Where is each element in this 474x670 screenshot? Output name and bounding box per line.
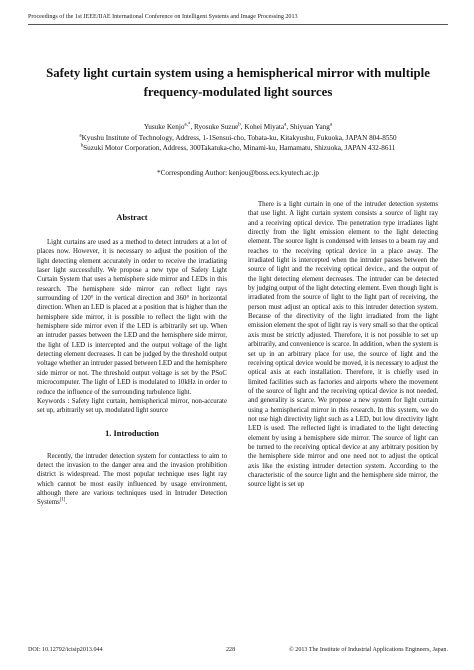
author-1: Yusuke Kenjo [143, 123, 185, 131]
title-line-2: frequency-modulated light sources [143, 85, 333, 99]
affiliation-b [28, 143, 448, 154]
affiliation-b-sup: b [80, 143, 84, 149]
affiliation-b-text: Suzuki Motor Corporation, Address, 300Takatuka-cho, Minami-ku, Hamamatu, Shizuoka, JAPAN 432-8611 [83, 144, 396, 152]
introduction-end: . [65, 499, 68, 507]
citation-1[interactable]: [1] [59, 497, 66, 503]
abstract-heading: Abstract [116, 213, 148, 222]
right-column-body: There is a light curtain in one of the intruder detection systems that use light. A light curtain system consists a source of light ray and a receiving optical device. The penetration type irradiates light directly from the light emission element to the light detecting element. The source light is condensed with lenses to a beam ray and reaches to the receiving optical device in a place away. The irradiated light is intercepted when the intruder passes between the source of light and the receiving optical device., and the output of the light detecting element decreases. The intruder can be detected by judging output of the light detecting element. Even though light is irradiated from the source of light to the light part of receiving, the person must adjust an optical axis to this intruder detection system. Because of the directivity of the light irradiated from the light emission element the spot of light ray is very small so that the optical axis must be strictly adjusted. Therefore, it is not possible to set up arbitrarily, and convenience is scarce. In addition, when the system is set up in an arbitrary place for use, the source of light and the receiving optical device would be moved, it is necessary to adjust the optical axis at each installation. Therefore, it is chiefly used in limited facilities such as factories and airports where the movement of the source of light and the receiving optical device is not needed, and generality is scarce. We propose a new system for light curtain using a hemispherical mirror in this research. In this system, we do not use high directivity light such as a LED, but low directivity light LED is used. The reflected light is irradiated to the light detecting element by using a hemisphere side mirror. The source of light can be turned to the receiving optical device at any arbitrary position by the hemisphere side mirror and one need not to adjust the optical axis like the existing intruder detection system. According to the characteristic of the source light and the hemisphere side mirror, the source light is set up [248, 201, 438, 489]
copyright: © 2013 The Institute of Industrial Applications Engineers, Japan. [289, 647, 448, 653]
abstract-body: Light curtains are used as a method to detect intruders at a lot of places now. However, it is necessary to adjust the position of the light detecting element accurately in order to receive the irradiating laser light successfully. We propose a new type of Safety Light Curtain System that uses a hemisphere side mirror and LEDs in this research. The hemisphere side mirror can reflect light rays surrounding of 120° in the vertical direction and 360° in horizontal direction. When an LED is placed at a position that is higher than the hemisphere side mirror, it is possible to reflect the light with the hemisphere side mirror even if the LED is arbitrarily set up. When an intruder passes between the LED and the hemisphere side mirror, the light of LED is intercepted and the output voltage of the light detecting element decreases. It can be judged by the threshold output voltage whether an intruder passed between LED and the hemisphere side mirror or not. The threshold output voltage is set by the PSoC microcomputer. The light of LED is modulated to 10kHz in order to reduce the influence of the surrounding turbulence light. [37, 239, 227, 396]
author-2: , Ryosuke Suzue [190, 123, 239, 131]
affiliation-a-text: Kyushu Institute of Technology, Address, 1-1Sensui-cho, Tobata-ku, Kitakyushu, Fukuoka, JAPAN 804-8550 [81, 133, 397, 142]
affiliation-a-sup: a [79, 133, 82, 139]
author-1-sup: a,* [184, 122, 191, 128]
affiliation-a [28, 133, 448, 144]
author-3-sup: a [284, 122, 287, 128]
keywords: Keywords : Safety light curtain, hemispherical mirror, non-accurate set up, arbitrarily set up, modulated light source [37, 397, 227, 415]
author-list [28, 122, 448, 133]
right-column [248, 200, 438, 490]
author-3: , Kohei Miyata [240, 123, 285, 131]
page-number: 228 [226, 647, 236, 653]
header-rule [28, 24, 448, 25]
left-column [37, 200, 227, 508]
author-2-sup: b [238, 122, 241, 128]
paper-title [28, 64, 448, 102]
doi: DOI: 10.12792/icisip2013.044 [28, 647, 103, 653]
introduction-body [37, 452, 227, 508]
running-head: Proceedings of the 1st IEEE/IIAE International Conference on Intelligent Systems and Image Processing 2013 [28, 14, 298, 20]
author-block [28, 122, 448, 154]
introduction-heading: 1. Introduction [105, 428, 159, 438]
author-4-sup: a [329, 122, 333, 128]
introduction-text: Recently, the intruder detection system for contactless to aim to detect the invasion to the danger area and the invasion prohibition district is widespread. The most popular technique uses light ray which cannot be most easily influenced by usage environment, although there are various techniques used in Intruder Detection Systems [37, 452, 227, 507]
author-4: , Shiyuan Yang [286, 123, 330, 131]
title-line-1: Safety light curtain system using a hemispherical mirror with multiple [46, 66, 430, 80]
corresponding-author: *Corresponding Author: kenjou@boss.ecs.kyutech.ac.jp [157, 169, 319, 177]
